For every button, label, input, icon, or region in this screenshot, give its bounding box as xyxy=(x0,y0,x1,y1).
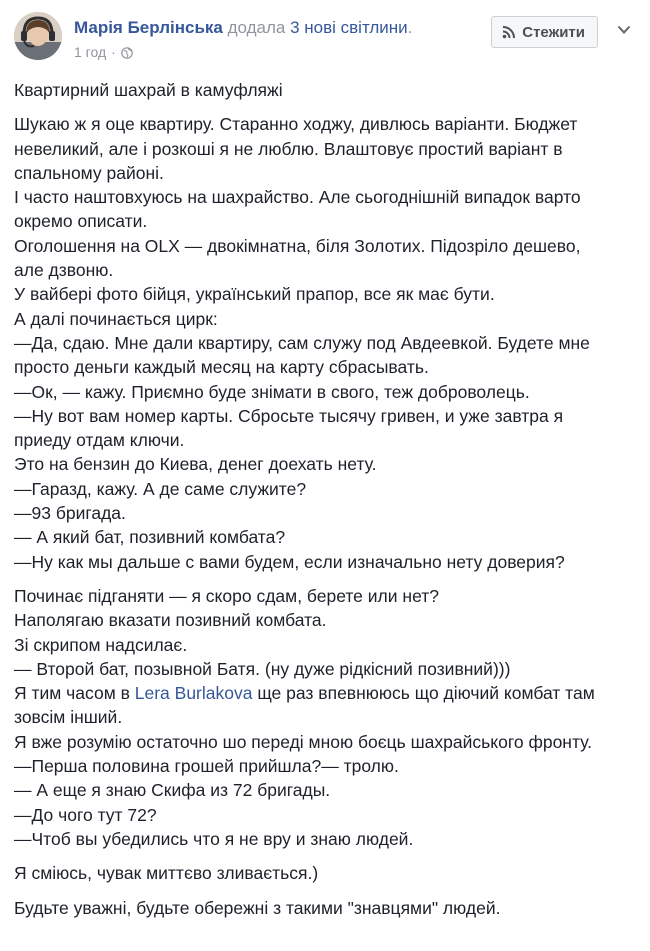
avatar[interactable] xyxy=(14,12,62,60)
follow-label: Стежити xyxy=(522,23,585,41)
text-line: — Второй бат, позывной Батя. (ну дуже рідкісний позивний))) xyxy=(14,658,511,679)
text-line: Это на бензин до Киева, денег доехать нету. xyxy=(14,454,377,475)
text-line: —Да, сдаю. Мне дали квартиру, сам служу под Авдеевкой. Будете мне xyxy=(14,332,590,353)
text-line: Починає підганяти — я скоро сдам, берете или нет? xyxy=(14,585,439,606)
paragraph-1 xyxy=(14,112,638,574)
paragraph-4: Будьте уважні, будьте обережні з такими "знавцями" людей. xyxy=(14,897,501,918)
text-line: Зі скрипом надсилає. xyxy=(14,634,188,655)
text-line: спальному районі. xyxy=(14,162,164,183)
post-menu-button[interactable] xyxy=(612,18,636,42)
text-line: А далі починається цирк: xyxy=(14,308,218,329)
text-line-with-mention xyxy=(14,681,638,705)
action-prefix: додала xyxy=(227,18,286,37)
text-line: зовсім інший. xyxy=(14,707,123,728)
rss-icon xyxy=(502,25,516,39)
meta-separator: · xyxy=(111,44,116,60)
mention-prefix: Я тим часом в xyxy=(14,683,135,704)
text-line: І часто наштовхуюсь на шахрайство. Але сьогоднішній випадок варто xyxy=(14,187,581,208)
paragraph-3: Я сміюсь, чувак миттєво зливається.) xyxy=(14,863,319,884)
text-line: —До чого тут 72? xyxy=(14,804,157,825)
text-line: приеду отдам ключи. xyxy=(14,430,185,451)
text-line: —Ну вот вам номер карты. Сбросьте тысячу гривен, и уже завтра я xyxy=(14,405,564,426)
text-line: — А еще я знаю Скифа из 72 бригады. xyxy=(14,780,331,801)
text-line: —Перша половина грошей прийшла?— тролю. xyxy=(14,756,399,777)
post-timestamp[interactable]: 1 год xyxy=(74,44,107,60)
avatar-photo xyxy=(14,12,62,60)
text-line: просто деньги каждый месяц на карту сбрасывать. xyxy=(14,357,429,378)
mention-suffix: ще раз впевнююсь що діючий комбат там xyxy=(252,683,595,704)
author-name-link[interactable]: Марія Берлінська xyxy=(74,18,223,37)
photos-link[interactable]: 3 нові світлини xyxy=(290,18,408,37)
post-body xyxy=(14,78,638,930)
globe-icon xyxy=(121,46,133,58)
text-line: —Ок, — кажу. Приємно буде знімати в свого, теж доброволець. xyxy=(14,381,530,402)
text-line: —93 бригада. xyxy=(14,503,126,524)
text-line: Оголошення на OLX — двокімнатна, біля Золотих. Підозріло дешево, xyxy=(14,235,581,256)
text-line: але дзвоню. xyxy=(14,260,114,281)
post-title-line: Квартирний шахрай в камуфляжі xyxy=(14,80,283,100)
post-meta xyxy=(74,44,133,60)
text-line: — А який бат, позивний комбата? xyxy=(14,527,286,548)
text-line: окремо описати. xyxy=(14,211,148,232)
text-line: Шукаю ж я оце квартиру. Старанно ходжу, дивлюсь варіанти. Бюджет xyxy=(14,114,578,135)
paragraph-2 xyxy=(14,584,638,851)
action-suffix: . xyxy=(407,18,413,37)
mention-link-lera-burlakova[interactable]: Lera Burlakova xyxy=(134,683,253,704)
post-header xyxy=(14,12,636,68)
text-line: Наполягаю вказати позивний комбата. xyxy=(14,610,327,631)
chevron-down-icon xyxy=(617,25,631,35)
text-line: —Гаразд, кажу. А де саме служите? xyxy=(14,478,307,499)
text-line: невеликий, але і розкоші я не люблю. Влаштовує простий варіант в xyxy=(14,138,563,159)
text-line: —Чтоб вы убедились что я не вру и знаю людей. xyxy=(14,828,414,849)
text-line: У вайбері фото бійця, український прапор, все як має бути. xyxy=(14,284,495,305)
text-line: —Ну как мы дальше с вами будем, если изначально нету доверия? xyxy=(14,551,565,572)
text-line: Я вже розумію остаточно шо переді мною боєць шахрайського фронту. xyxy=(14,731,593,752)
follow-button[interactable] xyxy=(491,16,598,48)
author-line xyxy=(74,18,412,38)
